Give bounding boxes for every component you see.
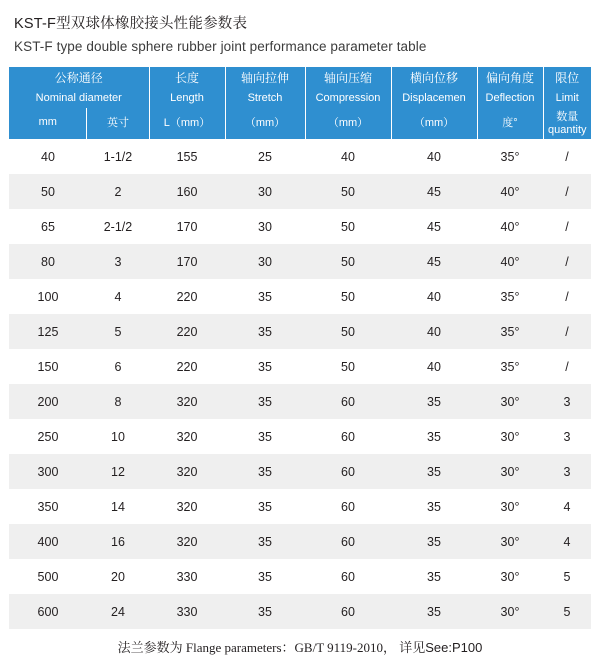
cell-dn-mm: 40 xyxy=(9,139,87,174)
cell-length: 330 xyxy=(149,594,225,629)
cell-stretch: 35 xyxy=(225,454,305,489)
cell-deflection: 30° xyxy=(477,594,543,629)
cell-dn-inch: 2-1/2 xyxy=(87,209,149,244)
header-unit-limit: 数量 quantity xyxy=(543,108,591,139)
header-unit-compression: （mm） xyxy=(305,108,391,139)
cell-dn-inch: 14 xyxy=(87,489,149,524)
header-unit-inch: 英寸 xyxy=(87,108,149,139)
cell-stretch: 25 xyxy=(225,139,305,174)
header-nominal-diameter-cn: 公称通径 xyxy=(9,67,149,88)
header-unit-deflection: 度° xyxy=(477,108,543,139)
cell-length: 320 xyxy=(149,419,225,454)
table-row xyxy=(9,489,591,524)
title-block xyxy=(0,0,600,57)
cell-dn-inch: 1-1/2 xyxy=(87,139,149,174)
cell-stretch: 35 xyxy=(225,419,305,454)
table-row xyxy=(9,384,591,419)
cell-compression: 60 xyxy=(305,454,391,489)
cell-dn-inch: 5 xyxy=(87,314,149,349)
cell-dn-inch: 24 xyxy=(87,594,149,629)
cell-limit: / xyxy=(543,174,591,209)
cell-compression: 50 xyxy=(305,174,391,209)
footer-suffix-cn: 详见See:P100 xyxy=(399,640,483,655)
cell-displacement: 35 xyxy=(391,384,477,419)
cell-dn-mm: 50 xyxy=(9,174,87,209)
cell-compression: 60 xyxy=(305,419,391,454)
cell-dn-mm: 500 xyxy=(9,559,87,594)
cell-length: 220 xyxy=(149,314,225,349)
header-unit-mm: mm xyxy=(9,108,87,139)
cell-limit: / xyxy=(543,314,591,349)
table-row xyxy=(9,524,591,559)
table-body xyxy=(9,139,591,629)
header-row-units xyxy=(9,108,591,139)
table-row xyxy=(9,209,591,244)
cell-deflection: 30° xyxy=(477,559,543,594)
cell-displacement: 40 xyxy=(391,349,477,384)
cell-limit: 3 xyxy=(543,384,591,419)
header-length-en: Length xyxy=(149,88,225,108)
header-compression-cn: 轴向压缩 xyxy=(305,67,391,88)
cell-stretch: 30 xyxy=(225,244,305,279)
cell-stretch: 35 xyxy=(225,349,305,384)
table-row xyxy=(9,559,591,594)
footer-text-en: Flange parameters：GB/T 9119-2010， xyxy=(185,640,397,655)
cell-dn-mm: 125 xyxy=(9,314,87,349)
cell-displacement: 35 xyxy=(391,489,477,524)
cell-stretch: 30 xyxy=(225,174,305,209)
cell-stretch: 35 xyxy=(225,314,305,349)
header-length-cn: 长度 xyxy=(149,67,225,88)
footer-note xyxy=(0,637,600,656)
cell-deflection: 40° xyxy=(477,244,543,279)
cell-dn-inch: 3 xyxy=(87,244,149,279)
cell-deflection: 35° xyxy=(477,139,543,174)
cell-deflection: 35° xyxy=(477,349,543,384)
cell-compression: 60 xyxy=(305,524,391,559)
cell-dn-mm: 400 xyxy=(9,524,87,559)
cell-length: 320 xyxy=(149,454,225,489)
cell-compression: 60 xyxy=(305,594,391,629)
header-compression-en: Compression xyxy=(305,88,391,108)
cell-dn-mm: 300 xyxy=(9,454,87,489)
cell-deflection: 35° xyxy=(477,314,543,349)
cell-limit: / xyxy=(543,279,591,314)
table-row xyxy=(9,139,591,174)
table-row xyxy=(9,279,591,314)
cell-deflection: 30° xyxy=(477,524,543,559)
cell-limit: 4 xyxy=(543,489,591,524)
cell-displacement: 40 xyxy=(391,279,477,314)
cell-displacement: 40 xyxy=(391,314,477,349)
cell-stretch: 35 xyxy=(225,559,305,594)
cell-dn-inch: 8 xyxy=(87,384,149,419)
cell-dn-mm: 200 xyxy=(9,384,87,419)
table-row xyxy=(9,349,591,384)
header-unit-length: L（mm） xyxy=(149,108,225,139)
cell-limit: 5 xyxy=(543,594,591,629)
cell-length: 160 xyxy=(149,174,225,209)
cell-limit: / xyxy=(543,244,591,279)
cell-limit: 3 xyxy=(543,454,591,489)
cell-deflection: 30° xyxy=(477,454,543,489)
header-row-english xyxy=(9,88,591,108)
cell-length: 320 xyxy=(149,489,225,524)
cell-length: 170 xyxy=(149,209,225,244)
cell-dn-mm: 100 xyxy=(9,279,87,314)
header-displacement-cn: 横向位移 xyxy=(391,67,477,88)
header-unit-displacement: （mm） xyxy=(391,108,477,139)
cell-deflection: 40° xyxy=(477,174,543,209)
cell-compression: 60 xyxy=(305,384,391,419)
cell-compression: 50 xyxy=(305,244,391,279)
cell-dn-mm: 350 xyxy=(9,489,87,524)
cell-compression: 50 xyxy=(305,314,391,349)
page-title-english: KST-F type double sphere rubber joint performance parameter table xyxy=(14,39,427,54)
cell-dn-mm: 150 xyxy=(9,349,87,384)
cell-limit: / xyxy=(543,349,591,384)
cell-stretch: 35 xyxy=(225,384,305,419)
header-deflection-en: Deflection xyxy=(477,88,543,108)
cell-limit: 5 xyxy=(543,559,591,594)
header-stretch-en: Stretch xyxy=(225,88,305,108)
page-title-chinese: KST-F型双球体橡胶接头性能参数表 xyxy=(14,16,248,32)
cell-displacement: 45 xyxy=(391,174,477,209)
cell-limit: 4 xyxy=(543,524,591,559)
cell-compression: 40 xyxy=(305,139,391,174)
cell-deflection: 30° xyxy=(477,384,543,419)
cell-limit: 3 xyxy=(543,419,591,454)
header-limit-cn: 限位 xyxy=(543,67,591,88)
table-row xyxy=(9,419,591,454)
cell-deflection: 30° xyxy=(477,489,543,524)
cell-dn-mm: 80 xyxy=(9,244,87,279)
cell-dn-mm: 250 xyxy=(9,419,87,454)
cell-displacement: 35 xyxy=(391,524,477,559)
header-limit-en: Limit xyxy=(543,88,591,108)
cell-length: 320 xyxy=(149,384,225,419)
table-row xyxy=(9,174,591,209)
cell-deflection: 40° xyxy=(477,209,543,244)
header-unit-stretch: （mm） xyxy=(225,108,305,139)
cell-displacement: 45 xyxy=(391,244,477,279)
cell-length: 155 xyxy=(149,139,225,174)
cell-compression: 50 xyxy=(305,209,391,244)
cell-length: 170 xyxy=(149,244,225,279)
cell-compression: 60 xyxy=(305,559,391,594)
cell-length: 330 xyxy=(149,559,225,594)
header-deflection-cn: 偏向角度 xyxy=(477,67,543,88)
cell-length: 220 xyxy=(149,279,225,314)
cell-compression: 50 xyxy=(305,279,391,314)
cell-dn-inch: 6 xyxy=(87,349,149,384)
table-header xyxy=(9,67,591,139)
cell-dn-inch: 16 xyxy=(87,524,149,559)
cell-stretch: 35 xyxy=(225,594,305,629)
cell-displacement: 35 xyxy=(391,419,477,454)
cell-stretch: 35 xyxy=(225,524,305,559)
cell-displacement: 35 xyxy=(391,454,477,489)
cell-deflection: 35° xyxy=(477,279,543,314)
cell-deflection: 30° xyxy=(477,419,543,454)
cell-dn-inch: 12 xyxy=(87,454,149,489)
table-row xyxy=(9,244,591,279)
cell-stretch: 35 xyxy=(225,279,305,314)
cell-dn-inch: 2 xyxy=(87,174,149,209)
cell-displacement: 35 xyxy=(391,594,477,629)
table-row xyxy=(9,314,591,349)
header-stretch-cn: 轴向拉伸 xyxy=(225,67,305,88)
cell-dn-mm: 600 xyxy=(9,594,87,629)
cell-limit: / xyxy=(543,209,591,244)
header-displacement-en: Displacemen xyxy=(391,88,477,108)
cell-compression: 60 xyxy=(305,489,391,524)
cell-dn-inch: 10 xyxy=(87,419,149,454)
cell-dn-inch: 4 xyxy=(87,279,149,314)
cell-dn-mm: 65 xyxy=(9,209,87,244)
header-row-chinese xyxy=(9,67,591,88)
cell-stretch: 35 xyxy=(225,489,305,524)
header-nominal-diameter-en: Nominal diameter xyxy=(9,88,149,108)
cell-displacement: 35 xyxy=(391,559,477,594)
cell-length: 320 xyxy=(149,524,225,559)
cell-compression: 50 xyxy=(305,349,391,384)
table-row xyxy=(9,454,591,489)
cell-limit: / xyxy=(543,139,591,174)
cell-length: 220 xyxy=(149,349,225,384)
cell-dn-inch: 20 xyxy=(87,559,149,594)
footer-prefix-cn: 法兰参数为 xyxy=(117,640,183,655)
table-row xyxy=(9,594,591,629)
cell-stretch: 30 xyxy=(225,209,305,244)
performance-parameter-table xyxy=(9,67,591,629)
cell-displacement: 40 xyxy=(391,139,477,174)
cell-displacement: 45 xyxy=(391,209,477,244)
